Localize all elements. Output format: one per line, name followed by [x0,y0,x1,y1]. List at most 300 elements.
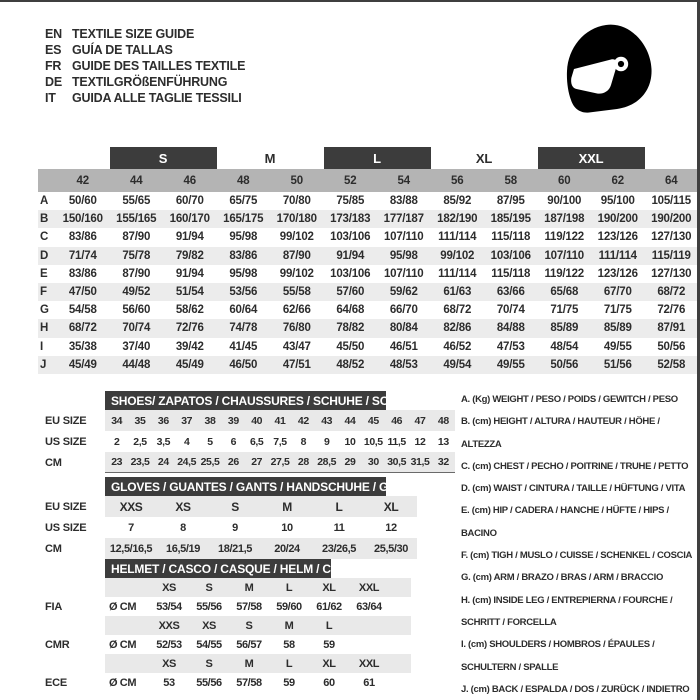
gloves-cell: 12 [385,521,397,534]
row-letter: J [40,358,47,371]
measurement-cell: 50/56 [550,358,579,371]
measurement-cell: 62/66 [282,304,311,317]
legend-item: F. (cm) TIGH / MUSLO / CUISSE / SCHENKEL / COSCIA [461,550,693,562]
lang-title: GUÍA DE TALLAS [72,43,173,57]
measurement-cell: 107/110 [383,231,424,244]
measurement-row-E [38,265,698,283]
measurement-cell: 160/170 [169,213,210,226]
shoes-cell: 44 [344,414,356,427]
helmet-value-cell: 53/54 [156,600,182,613]
measurement-cell: 87/95 [496,195,525,208]
measurement-cell: 84/88 [496,322,525,335]
row-label: CM [45,542,62,555]
measurement-cell: 44/48 [122,358,151,371]
shoes-band [105,452,455,473]
measurement-cell: 46/51 [389,340,418,353]
measurement-cell: 70/74 [122,322,151,335]
size-header-cell: 48 [237,174,250,187]
gloves-band [105,517,417,538]
measurement-cell: 190/200 [651,213,692,226]
helmet-values-row [45,673,411,692]
legend-item: A. (Kg) WEIGHT / PESO / POIDS / GEWITCH / PESO [461,394,678,405]
size-group-label [645,147,699,169]
helmet-size-cell: XL [322,657,336,670]
gloves-cell: L [335,499,343,514]
helmet-sizes-row [45,578,411,597]
row-letter: D [40,249,49,262]
measurement-cell: 48/53 [389,358,418,371]
measurement-row-F [38,283,698,301]
measurement-cell: 91/94 [175,231,204,244]
shoes-cell: 4 [183,435,190,448]
measurement-cell: 87/90 [122,267,151,280]
helmet-size-cell: XXS [158,619,180,632]
lang-code: IT [45,91,56,105]
measurement-row-D [38,247,698,265]
gloves-table-title: GLOVES / GUANTES / GANTS / HANDSCHUHE / GUANTI [105,477,386,496]
legend-item: G. (cm) ARM / BRAZO / BRAS / ARM / BRACCIO [461,572,664,584]
measurement-cell: 111/114 [438,231,477,244]
lang-title: GUIDA ALLE TAGLIE TESSILI [72,91,242,105]
helmet-size-cell: S [205,581,213,594]
measurement-cell: 37/40 [122,340,151,353]
helmet-size-cell: S [245,619,253,632]
measurement-cell: 85/89 [550,322,579,335]
measurement-row-G [38,301,698,319]
measurement-cell: 70/74 [496,304,525,317]
measurement-cell: 95/98 [229,231,258,244]
shoes-cell: 30 [367,456,379,468]
shoes-cell: 6 [230,435,237,448]
helmet-size-cell: M [244,657,254,670]
lang-title: TEXTILE SIZE GUIDE [72,27,195,41]
measurement-cell: 95/98 [389,249,418,262]
shoes-cell: 43 [321,414,333,427]
measurement-row-C [38,228,698,246]
measurement-cell: 123/126 [597,267,638,280]
diameter-unit: Ø CM [109,676,137,689]
measurement-cell: 95/98 [229,267,258,280]
size-group-label [38,147,56,169]
measurement-cell: 182/190 [437,213,478,226]
measurement-cell: 107/110 [544,249,585,262]
measurement-cell: 68/72 [443,304,472,317]
measurement-cell: 65/75 [229,195,258,208]
row-letter: H [40,322,49,335]
measurement-row-I [38,338,698,356]
size-header-cell: 58 [504,174,517,187]
shoes-cell: 6,5 [249,435,264,448]
helmet-value-cell: 52/53 [156,638,182,651]
helmet-size-cell: L [285,581,293,594]
helmet-table-title: HELMET / CASCO / CASQUE / HELM / CASCO [105,559,331,578]
measurement-cell: 87/91 [657,322,686,335]
size-header-cell: 44 [130,174,143,187]
gloves-row [45,496,417,517]
measurement-row-J [38,356,698,374]
legend-item: B. (cm) HEIGHT / ALTURA / HAUTEUR / HÖHE / ALTEZZA [461,416,660,450]
shoes-table-title: SHOES/ ZAPATOS / CHAUSSURES / SCHUHE / SCARPE [105,391,386,410]
measurement-cell: 49/55 [603,340,632,353]
diameter-unit: Ø CM [109,638,137,651]
legend-item: E. (cm) HIP / CADERA / HANCHE / HÜFTE / HIPS / BACINO [461,505,669,539]
measurement-cell: 185/195 [490,213,531,226]
measurement-cell: 45/49 [175,358,204,371]
gloves-cell: 10 [281,521,293,534]
measurement-cell: 99/102 [279,231,314,244]
shoes-cell: 39 [227,414,239,427]
shoes-table-rows [45,410,455,473]
header-line-de [45,74,245,90]
row-label: US SIZE [45,521,87,534]
measurement-cell: 68/72 [657,286,686,299]
measurement-cell: 76/80 [282,322,311,335]
gloves-cell: 12,5/16,5 [109,542,153,555]
measurement-cell: 63/66 [496,286,525,299]
helmet-values-band [105,673,411,692]
gloves-cell: 9 [232,521,238,534]
size-group-label: M [264,150,276,166]
shoes-cell: 30,5 [387,456,407,468]
helmet-size-cell: L [325,619,333,632]
shoes-cell: 37 [181,414,193,427]
size-group-box: XXL [538,147,645,169]
measurement-cell: 170/180 [276,213,317,226]
measurement-cell: 115/118 [491,231,531,244]
measurement-cell: 165/175 [223,213,264,226]
gloves-table [45,477,424,559]
shoes-cell: 9 [323,435,330,448]
row-label: CM [45,456,62,469]
row-label: EU SIZE [45,500,87,513]
measurement-cell: 35/38 [68,340,97,353]
measurement-cell: 127/130 [651,267,692,280]
measurement-cell: 85/89 [603,322,632,335]
measurement-cell: 87/90 [282,249,311,262]
measurement-cell: 177/187 [383,213,424,226]
gloves-cell: 23/26,5 [322,542,356,555]
shoes-cell: 36 [157,414,169,427]
shoes-cell: 23,5 [130,456,150,468]
measurement-row-H [38,319,698,337]
measurement-cell: 91/94 [336,249,365,262]
measurement-cell: 79/82 [175,249,204,262]
shoes-cell: 25,5 [200,456,220,468]
size-group-box: L [324,147,431,169]
shoes-cell: 32 [437,456,449,468]
shoes-cell: 13 [437,435,449,448]
measurement-cell: 51/54 [175,286,204,299]
gloves-cell: 8 [180,521,186,534]
row-letter: F [40,286,47,299]
size-group-label [56,147,110,169]
row-letter: B [40,213,49,226]
legend-item: H. (cm) INSIDE LEG / ENTREPIERNA / FOURCHE / SCHRITT / FORCELLA [461,594,673,628]
measurement-cell: 52/58 [657,358,686,371]
helmet-table-rows [45,578,411,692]
helmet-values-band [105,597,411,616]
shoes-row [45,452,455,473]
measurement-cell: 59/62 [389,286,418,299]
measurement-cell: 47/51 [282,358,311,371]
standard-label: FIA [45,600,63,613]
measurement-cell: 60/70 [175,195,204,208]
gloves-band [105,496,417,517]
shoes-cell: 27 [251,456,263,468]
measurement-cell: 83/86 [68,231,97,244]
measurement-cell: 55/65 [122,195,151,208]
row-label: EU SIZE [45,414,87,427]
measurement-cell: 155/165 [116,213,157,226]
helmet-value-cell: 61/62 [316,600,342,613]
helmet-size-cell: XS [202,619,216,632]
lang-code: EN [45,27,62,41]
header-line-en [45,26,245,42]
shoes-cell: 47 [414,414,426,427]
textile-table [38,147,698,374]
size-header-cell: 62 [611,174,624,187]
helmet-values-band [105,635,411,654]
measurement-cell: 55/58 [282,286,311,299]
size-header-cell: 50 [290,174,303,187]
shoes-cell: 48 [437,414,449,427]
gloves-cell: 18/21,5 [218,542,252,555]
helmet-value-cell: 59 [323,638,335,651]
measurement-cell: 72/76 [175,322,204,335]
helmet-size-cell: XL [322,581,336,594]
measurement-cell: 49/52 [122,286,151,299]
shoes-cell: 10,5 [363,435,383,448]
measurement-cell: 82/86 [443,322,472,335]
measurement-cell: 45/50 [336,340,365,353]
helmet-value-cell: 55/56 [196,600,222,613]
gloves-cell: XS [175,499,191,514]
measurement-cell: 74/78 [229,322,258,335]
measurement-cell: 78/82 [336,322,365,335]
measurement-cell: 105/115 [651,195,692,208]
size-header-cell: 60 [558,174,571,187]
measurement-cell: 61/63 [443,286,472,299]
shoes-cell: 2,5 [133,435,147,448]
measurement-cell: 83/88 [389,195,418,208]
legend-item: D. (cm) WAIST / CINTURA / TAILLE / HÜFTUNG / VITA [461,483,686,495]
helmet-size-cell: L [285,657,293,670]
measurement-cell: 103/106 [490,249,531,262]
row-label: US SIZE [45,435,87,448]
measurement-cell: 45/49 [68,358,97,371]
measurement-cell: 150/160 [62,213,103,226]
measurement-cell: 85/92 [443,195,472,208]
diameter-unit: Ø CM [109,600,137,613]
row-letter: C [40,231,49,244]
helmet-sizes-band [105,654,411,673]
gloves-cell: XXS [119,499,143,514]
shoes-cell: 3,5 [156,435,171,448]
helmet-value-cell: 57/58 [236,676,262,689]
measurement-cell: 56/60 [122,304,151,317]
measurement-cell: 57/60 [336,286,365,299]
measurement-cell: 119/122 [544,231,585,244]
shoes-cell: 41 [274,414,286,427]
measurement-cell: 99/102 [440,249,475,262]
shoes-cell: 28 [297,456,309,468]
shoes-cell: 31,5 [410,456,430,468]
measurement-cell: 115/119 [651,249,691,262]
gloves-cell: M [282,499,292,514]
header-line-it [45,90,245,106]
gloves-row [45,517,417,538]
lang-code: DE [45,75,62,89]
measurement-cell: 39/42 [175,340,204,353]
lang-code: FR [45,59,62,73]
gloves-cell: 7 [128,521,134,534]
helmet-value-cell: 57/58 [236,600,262,613]
measurement-cell: 173/183 [330,213,371,226]
measurement-cell: 71/75 [603,304,632,317]
measurement-cell: 80/84 [389,322,418,335]
helmet-values-row [45,597,411,616]
measurement-cell: 83/86 [68,267,97,280]
helmet-sizes-band [105,578,411,597]
helmet-value-cell: 55/56 [196,676,222,689]
multilingual-header [45,26,245,106]
shoes-band [105,410,455,431]
lang-code: ES [45,43,62,57]
measurement-cell: 53/56 [229,286,258,299]
measurement-cell: 54/58 [68,304,97,317]
standard-label: ECE [45,676,68,689]
shoes-cell: 12 [414,435,426,448]
measurement-cell: 71/75 [550,304,579,317]
shoes-cell: 45 [367,414,379,427]
measurement-cell: 41/45 [229,340,258,353]
header-line-es [45,42,245,58]
shoes-cell: 29 [344,456,356,468]
shoes-cell: 24 [157,456,169,468]
shoes-cell: 42 [297,414,309,427]
measurement-cell: 49/55 [496,358,525,371]
measurement-cell: 107/110 [383,267,424,280]
shoes-row [45,410,455,431]
helmet-value-cell: 53 [163,676,175,689]
helmet-size-cell: XXL [358,657,380,670]
shoes-cell: 23 [111,456,123,468]
helmet-value-cell: 63/64 [356,600,382,613]
measurement-cell: 49/54 [443,358,472,371]
measurement-cell: 103/106 [330,231,371,244]
shoes-cell: 46 [391,414,403,427]
gloves-table-rows [45,496,417,559]
size-header-cell: 52 [344,174,357,187]
measurement-cell: 70/80 [282,195,311,208]
shoes-cell: 35 [134,414,146,427]
shoes-cell: 34 [111,414,123,427]
measurement-cell: 111/114 [598,249,637,262]
shoes-cell: 26 [227,456,239,468]
gloves-cell: S [231,499,239,514]
helmet-value-cell: 59/60 [276,600,302,613]
standard-label: CMR [45,638,70,651]
legend-item: I. (cm) SHOULDERS / HOMBROS / ÉPAULES / SCHULTERN / SPALLE [461,639,655,673]
measurement-cell: 48/52 [336,358,365,371]
measurement-cell: 50/56 [657,340,686,353]
helmet-icon [559,18,659,120]
shoes-cell: 2 [113,435,120,448]
measurement-cell: 115/118 [491,267,531,280]
measurement-cell: 90/100 [547,195,582,208]
measurement-legend [461,389,699,700]
gloves-band [105,538,417,559]
measurement-cell: 190/200 [597,213,638,226]
size-header-cell: 56 [451,174,464,187]
shoes-cell: 28,5 [317,456,337,468]
row-letter: E [40,267,48,280]
measurement-row-A [38,192,698,210]
measurement-cell: 83/86 [229,249,258,262]
measurement-cell: 47/50 [68,286,97,299]
helmet-value-cell: 58 [283,638,295,651]
measurement-cell: 64/68 [336,304,365,317]
measurement-cell: 71/74 [68,249,97,262]
lang-title: TEXTILGRÖßENFÜHRUNG [72,75,228,89]
shoes-cell: 7,5 [273,435,287,448]
shoes-cell: 10 [344,435,356,448]
measurement-cell: 65/68 [550,286,579,299]
helmet-value-cell: 54/55 [196,638,222,651]
helmet-value-cell: 59 [283,676,295,689]
measurement-cell: 60/64 [229,304,258,317]
legend-item: J. (cm) BACK / ESPALDA / DOS / ZURÜCK / INDIETRO [461,683,690,695]
measurement-cell: 51/56 [603,358,632,371]
lang-title: GUIDE DES TAILLES TEXTILE [72,59,246,73]
measurement-cell: 95/100 [600,195,635,208]
helmet-size-cell: XS [162,657,176,670]
shoes-band [105,431,455,452]
shoes-cell: 38 [204,414,216,427]
size-header-cell: 54 [397,174,410,187]
shoes-cell: 8 [300,435,307,448]
measurement-cell: 58/62 [175,304,204,317]
gloves-cell: 25,5/30 [374,542,408,555]
measurement-cell: 87/90 [122,231,151,244]
gloves-cell: XL [383,499,399,514]
measurement-cell: 46/50 [229,358,258,371]
measurement-cell: 68/72 [68,322,97,335]
size-header-cell: 64 [665,174,678,187]
measurement-cell: 103/106 [330,267,371,280]
measurement-cell: 119/122 [544,267,585,280]
helmet-table [45,559,411,692]
helmet-value-cell: 60 [323,676,335,689]
row-letter: G [40,304,49,317]
size-group-box: S [110,147,217,169]
size-header-cell: 42 [76,174,89,187]
measurement-cell: 91/94 [175,267,204,280]
measurement-cell: 123/126 [597,231,638,244]
measurement-cell: 75/85 [336,195,365,208]
measurement-cell: 187/198 [544,213,585,226]
gloves-cell: 20/24 [274,542,300,555]
measurement-cell: 67/70 [603,286,632,299]
helmet-sizes-row [45,654,411,673]
measurement-cell: 75/78 [122,249,151,262]
helmet-sizes-band [105,616,411,635]
measurement-cell: 46/52 [443,340,472,353]
shoes-cell: 27,5 [270,456,290,468]
legend-item: C. (cm) CHEST / PECHO / POITRINE / TRUHE / PETTO [461,460,689,472]
measurement-cell: 43/47 [282,340,311,353]
size-header-cell: 46 [183,174,196,187]
